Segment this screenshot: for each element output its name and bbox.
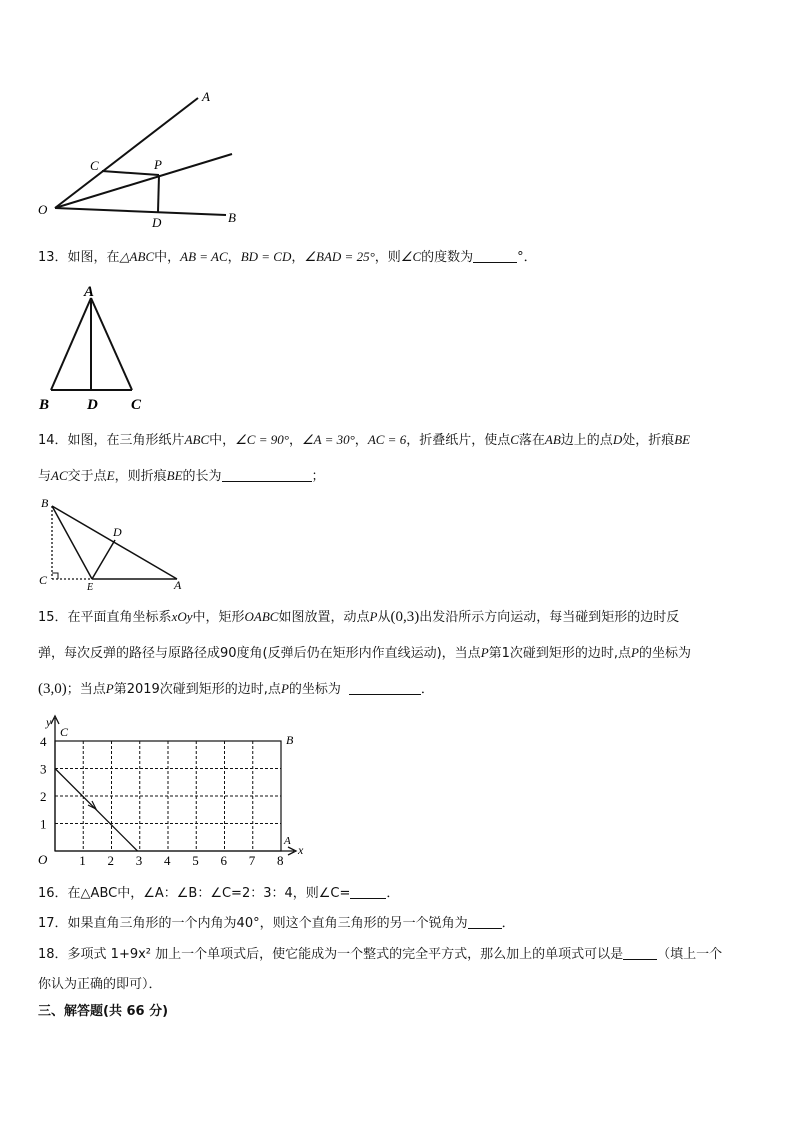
q15-text: 中，矩形 <box>192 610 245 625</box>
q14-var: BE <box>166 468 183 483</box>
section-heading: 三、解答题(共 66 分) <box>38 1004 169 1019</box>
q14-var: AC <box>51 468 68 483</box>
q14-text: 边上的点 <box>560 433 613 448</box>
answer-blank[interactable] <box>473 248 517 263</box>
label-C: C <box>39 573 48 587</box>
q13-eq3: ∠BAD = 25° <box>304 249 375 264</box>
question-16 <box>38 884 399 904</box>
q13-text: 的度数为 <box>421 250 474 265</box>
y-tick-label: 3 <box>40 761 47 777</box>
label-B: B <box>41 496 49 510</box>
q14-text: ，折叠纸片，使点 <box>406 433 511 448</box>
q14-var: ABC <box>184 432 210 447</box>
q15-text: 弹，每次反弹的路径与原路径成90度角(反弹后仍在矩形内作直线运动)，当点 <box>38 646 481 661</box>
q18-text: 多项式 1+9x² 加上一个单项式后，使它能成为一个整式的完全平方式，那么加上的单项式可以是 <box>67 947 624 962</box>
label-P: P <box>154 157 162 172</box>
question-18-line1 <box>38 945 722 965</box>
q15-var: P <box>280 681 289 696</box>
q14-eq: AC = 6 <box>367 432 407 447</box>
q13-triangle: △ABC <box>119 249 155 264</box>
figure-isosceles-triangle <box>35 280 155 415</box>
q14-sep: ， <box>288 433 302 448</box>
q16-text: 在△ABC中，∠A：∠B：∠C=2：3：4，则∠C= <box>67 886 351 901</box>
q14-eq: ∠A = 30° <box>301 432 355 447</box>
label-C: C <box>60 725 69 739</box>
q14-text: ，则折痕 <box>114 469 167 484</box>
q14-text: 与 <box>38 469 52 484</box>
answer-blank[interactable] <box>350 884 386 899</box>
q13-end: ． <box>523 250 537 265</box>
q15-text: 第1次碰到矩形的边时,点 <box>488 646 632 661</box>
y-tick-label: 1 <box>40 816 47 832</box>
q13-eq1: AB = AC <box>180 249 228 264</box>
figure-folded-triangle <box>35 494 195 592</box>
q13-text: 中， <box>154 250 181 265</box>
label-B: B <box>228 210 236 225</box>
q15-text: 在平面直角坐标系 <box>67 610 172 625</box>
q15-text: 出发沿所示方向运动，每当碰到矩形的边时反 <box>419 610 680 625</box>
y-axis-label: y <box>46 715 52 729</box>
question-number: 18． <box>38 947 68 962</box>
q14-text: 如图，在三角形纸片 <box>67 433 185 448</box>
q17-text: 如果直角三角形的一个内角为40°，则这个直角三角形的另一个锐角为 <box>67 916 468 931</box>
q15-text: ；当点 <box>66 682 106 697</box>
question-13 <box>38 247 537 268</box>
y-tick-label: 2 <box>40 789 47 804</box>
q15-var: P <box>480 645 489 660</box>
figure-angle-bisector <box>30 85 250 230</box>
answer-blank[interactable] <box>222 467 312 482</box>
figure-coordinate-rectangle <box>30 710 320 870</box>
label-C: C <box>90 158 99 173</box>
q14-var: E <box>106 468 115 483</box>
q13-sep: ， <box>291 250 305 265</box>
origin-label: O <box>38 852 48 867</box>
label-D: D <box>87 397 98 413</box>
q14-var: D <box>612 432 623 447</box>
q17-end: ． <box>501 916 515 931</box>
q15-end: ． <box>420 682 434 697</box>
question-number: 13． <box>38 250 68 265</box>
label-O: O <box>38 202 48 217</box>
question-15-line3 <box>38 679 434 700</box>
q14-end: ； <box>311 469 325 484</box>
question-number: 16． <box>38 886 68 901</box>
question-14-line1 <box>38 430 690 451</box>
x-tick-label: 5 <box>192 853 199 868</box>
q15-var: xOy <box>171 609 193 624</box>
label-B: B <box>286 733 294 747</box>
label-D: D <box>152 215 162 230</box>
q14-text: 处，折痕 <box>622 433 675 448</box>
q14-var: BE <box>674 432 691 447</box>
label-B: B <box>39 397 50 413</box>
q14-text: 的长为 <box>182 469 222 484</box>
q14-text: 中， <box>209 433 236 448</box>
q13-angle: ∠C <box>400 249 422 264</box>
x-tick-label: 8 <box>277 853 284 868</box>
q18-text: （填上一个 <box>657 947 723 962</box>
q13-eq2: BD = CD <box>240 249 292 264</box>
x-axis-label: x <box>298 843 304 857</box>
label-D: D <box>113 525 122 539</box>
q14-var: C <box>510 432 519 447</box>
q15-text: 的坐标为 <box>639 646 692 661</box>
q15-text: 的坐标为 <box>288 682 341 697</box>
question-15-line2 <box>38 643 691 664</box>
q15-var: P <box>105 681 114 696</box>
q14-sep: ， <box>354 433 368 448</box>
q15-var: P <box>631 645 639 660</box>
answer-blank[interactable] <box>349 680 421 695</box>
question-17 <box>38 914 515 934</box>
q13-sep: ， <box>227 250 241 265</box>
q15-text: 第2019次碰到矩形的边时,点 <box>113 682 281 697</box>
q14-eq: ∠C = 90° <box>235 432 289 447</box>
x-tick-label: 3 <box>135 853 143 868</box>
q15-point: (3,0) <box>38 681 67 697</box>
y-tick-label: 4 <box>40 734 47 749</box>
q14-var: AB <box>544 432 561 447</box>
question-18-line2 <box>38 975 162 995</box>
label-A: A <box>174 578 182 592</box>
q13-text: ，则 <box>374 250 401 265</box>
q15-var: OABC <box>244 609 279 624</box>
answer-blank[interactable] <box>623 945 657 960</box>
label-A: A <box>284 835 291 847</box>
q14-text: 落在 <box>518 433 545 448</box>
answer-blank[interactable] <box>468 914 502 929</box>
q16-end: ． <box>386 886 400 901</box>
x-tick-label: 4 <box>164 853 171 868</box>
x-tick-label: 2 <box>107 853 114 868</box>
x-tick-label: 1 <box>79 853 86 868</box>
question-15-line1 <box>38 607 679 628</box>
q15-text: 如图放置，动点 <box>278 610 370 625</box>
x-tick-label: 7 <box>248 853 256 868</box>
q14-text: 交于点 <box>67 469 107 484</box>
q18-text: 你认为正确的即可）． <box>38 977 162 992</box>
q13-unit: ° <box>517 250 524 265</box>
q15-text: 从 <box>377 610 391 625</box>
label-C: C <box>131 397 142 413</box>
question-number: 14． <box>38 433 68 448</box>
label-A: A <box>84 284 95 300</box>
label-A: A <box>202 89 210 104</box>
q15-point: (0,3) <box>390 609 420 625</box>
q15-var: P <box>369 609 378 624</box>
x-tick-label: 6 <box>220 853 227 868</box>
q13-text: 如图，在 <box>67 250 120 265</box>
question-number: 17． <box>38 916 68 931</box>
question-14-line2 <box>38 466 325 487</box>
question-number: 15． <box>38 610 68 625</box>
label-E: E <box>87 582 94 592</box>
